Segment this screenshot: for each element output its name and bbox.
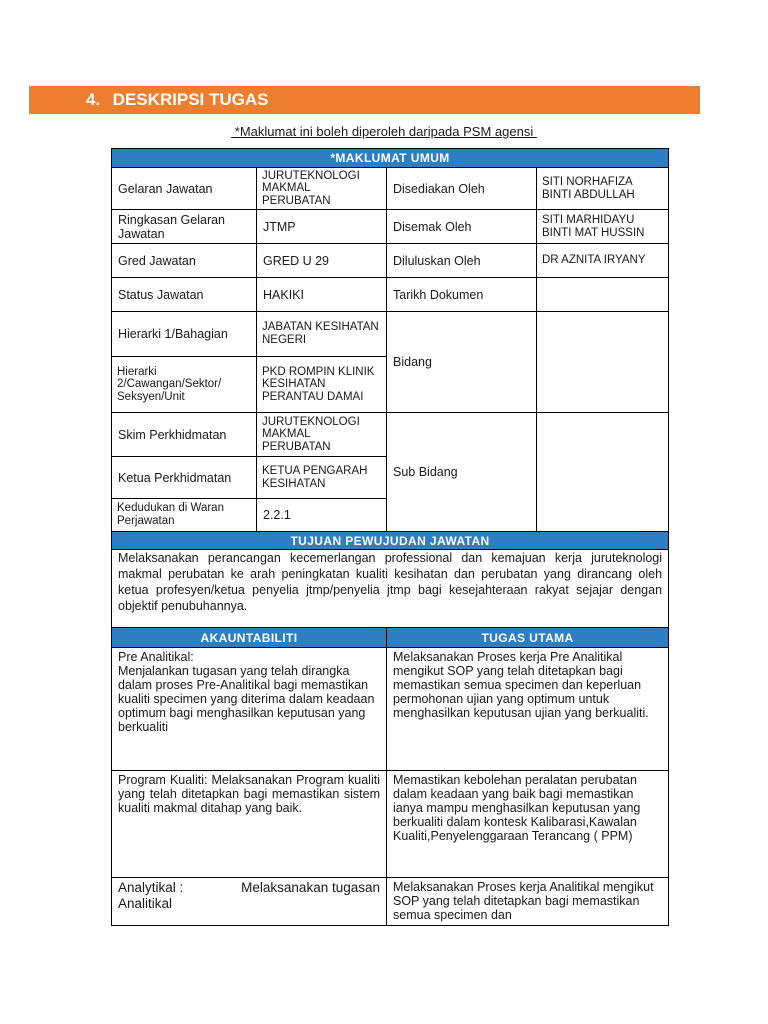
analitikal-first-line: [118, 880, 380, 896]
analitikal-accountability: [112, 878, 387, 926]
diluluskan-oleh-label: Diluluskan Oleh: [387, 244, 537, 278]
ketua-perkhidmatan-label: Ketua Perkhidmatan: [112, 457, 257, 499]
hierarki-2-label: Hierarki 2/Cawangan/Sektor/ Seksyen/Unit: [112, 357, 257, 413]
tugas-utama-header: TUGAS UTAMA: [387, 628, 669, 648]
disediakan-oleh-label: Disediakan Oleh: [387, 168, 537, 210]
kedudukan-waran-value: 2.2.1: [257, 499, 387, 532]
tujuan-header: TUJUAN PEWUJUDAN JAWATAN: [112, 532, 669, 550]
akauntabiliti-header: AKAUNTABILITI: [112, 628, 387, 648]
gelaran-jawatan-value: JURUTEKNOLOGI MAKMAL PERUBATAN: [257, 168, 387, 210]
sub-bidang-label: Sub Bidang: [387, 413, 537, 532]
status-jawatan-value: HAKIKI: [257, 278, 387, 312]
tarikh-dokumen-value: [537, 278, 669, 312]
section-header-bar: [29, 86, 700, 114]
analitikal-text-2: Analitikal: [118, 896, 173, 911]
program-kualiti-task: Memastikan kebolehan peralatan perubatan dalam keadaan yang baik bagi memastikan ianya mampu menghasilkan keputusan yang berkualiti dalam kontesk Kalibarasi,Kawalan Kualiti,Penyelenggaraan Terancang ( PPM): [387, 771, 669, 878]
section-title: DESKRIPSI TUGAS: [112, 90, 269, 109]
ketua-perkhidmatan-value: KETUA PENGARAH KESIHATAN: [257, 457, 387, 499]
disediakan-oleh-value: SITI NORHAFIZA BINTI ABDULLAH: [537, 168, 669, 210]
bidang-value: [537, 312, 669, 413]
maklumat-umum-header: *MAKLUMAT UMUM: [112, 149, 669, 168]
disemak-oleh-value: SITI MARHIDAYU BINTI MAT HUSSIN: [537, 210, 669, 244]
pre-analitikal-text: Menjalankan tugasan yang telah dirangka dalam proses Pre-Analitikal bagi memastikan kualiti specimen yang diterima dalam keadaan optimum bagi menghasilkan keputusan yang berkualiti: [118, 664, 375, 734]
ringkasan-gelaran-value: JTMP: [257, 210, 387, 244]
program-kualiti-accountability: Program Kualiti: Melaksanakan Program kualiti yang telah ditetapkan bagi memastikan sistem kualiti makmal ditahap yang baik.: [112, 771, 387, 878]
ringkasan-gelaran-label: Ringkasan Gelaran Jawatan: [112, 210, 257, 244]
pre-analitikal-accountability: [112, 648, 387, 771]
skim-perkhidmatan-label: Skim Perkhidmatan: [112, 413, 257, 457]
diluluskan-oleh-value: DR AZNITA IRYANY: [537, 244, 669, 278]
bidang-label: Bidang: [387, 312, 537, 413]
tujuan-text: Melaksanakan perancangan kecemerlangan professional dan kemajuan kerja juruteknologi makmal perubatan ke arah peningkatan kualiti kesihatan dan perubatan yang dirancang oleh ketua profesyen/ketua penyelia jtmp/penyelia jtmp bagi kesejahteraan rakyat sejajar dengan objektif penubuhannya.: [112, 550, 669, 628]
section-number: 4.: [86, 90, 101, 109]
pre-analitikal-task: Melaksanakan Proses kerja Pre Analitikal mengikut SOP yang telah ditetapkan bagi memastikan semua specimen dan keperluan permohonan ujian yang optimum untuk menghasilkan keputusan ujian yang berkualiti.: [387, 648, 669, 771]
tarikh-dokumen-label: Tarikh Dokumen: [387, 278, 537, 312]
gred-jawatan-label: Gred Jawatan: [112, 244, 257, 278]
job-description-table: [111, 148, 668, 926]
sub-bidang-value: [537, 413, 669, 532]
info-note: *Maklumat ini boleh diperoleh daripada PSM agensi: [231, 124, 537, 139]
status-jawatan-label: Status Jawatan: [112, 278, 257, 312]
analitikal-label: Analytikal :: [118, 880, 184, 895]
hierarki-1-value: JABATAN KESIHATAN NEGERI: [257, 312, 387, 357]
analitikal-text-1: Melaksanakan tugasan: [241, 880, 380, 895]
gred-jawatan-value: GRED U 29: [257, 244, 387, 278]
skim-perkhidmatan-value: JURUTEKNOLOGI MAKMAL PERUBATAN: [257, 413, 387, 457]
disemak-oleh-label: Disemak Oleh: [387, 210, 537, 244]
hierarki-2-value: PKD ROMPIN KLINIK KESIHATAN PERANTAU DAMAI: [257, 357, 387, 413]
analitikal-task: Melaksanakan Proses kerja Analitikal mengikut SOP yang telah ditetapkan bagi memastikan semua specimen dan: [387, 878, 669, 926]
hierarki-1-label: Hierarki 1/Bahagian: [112, 312, 257, 357]
kedudukan-waran-label: Kedudukan di Waran Perjawatan: [112, 499, 257, 532]
gelaran-jawatan-label: Gelaran Jawatan: [112, 168, 257, 210]
pre-analitikal-title: Pre Analitikal:: [118, 650, 194, 664]
